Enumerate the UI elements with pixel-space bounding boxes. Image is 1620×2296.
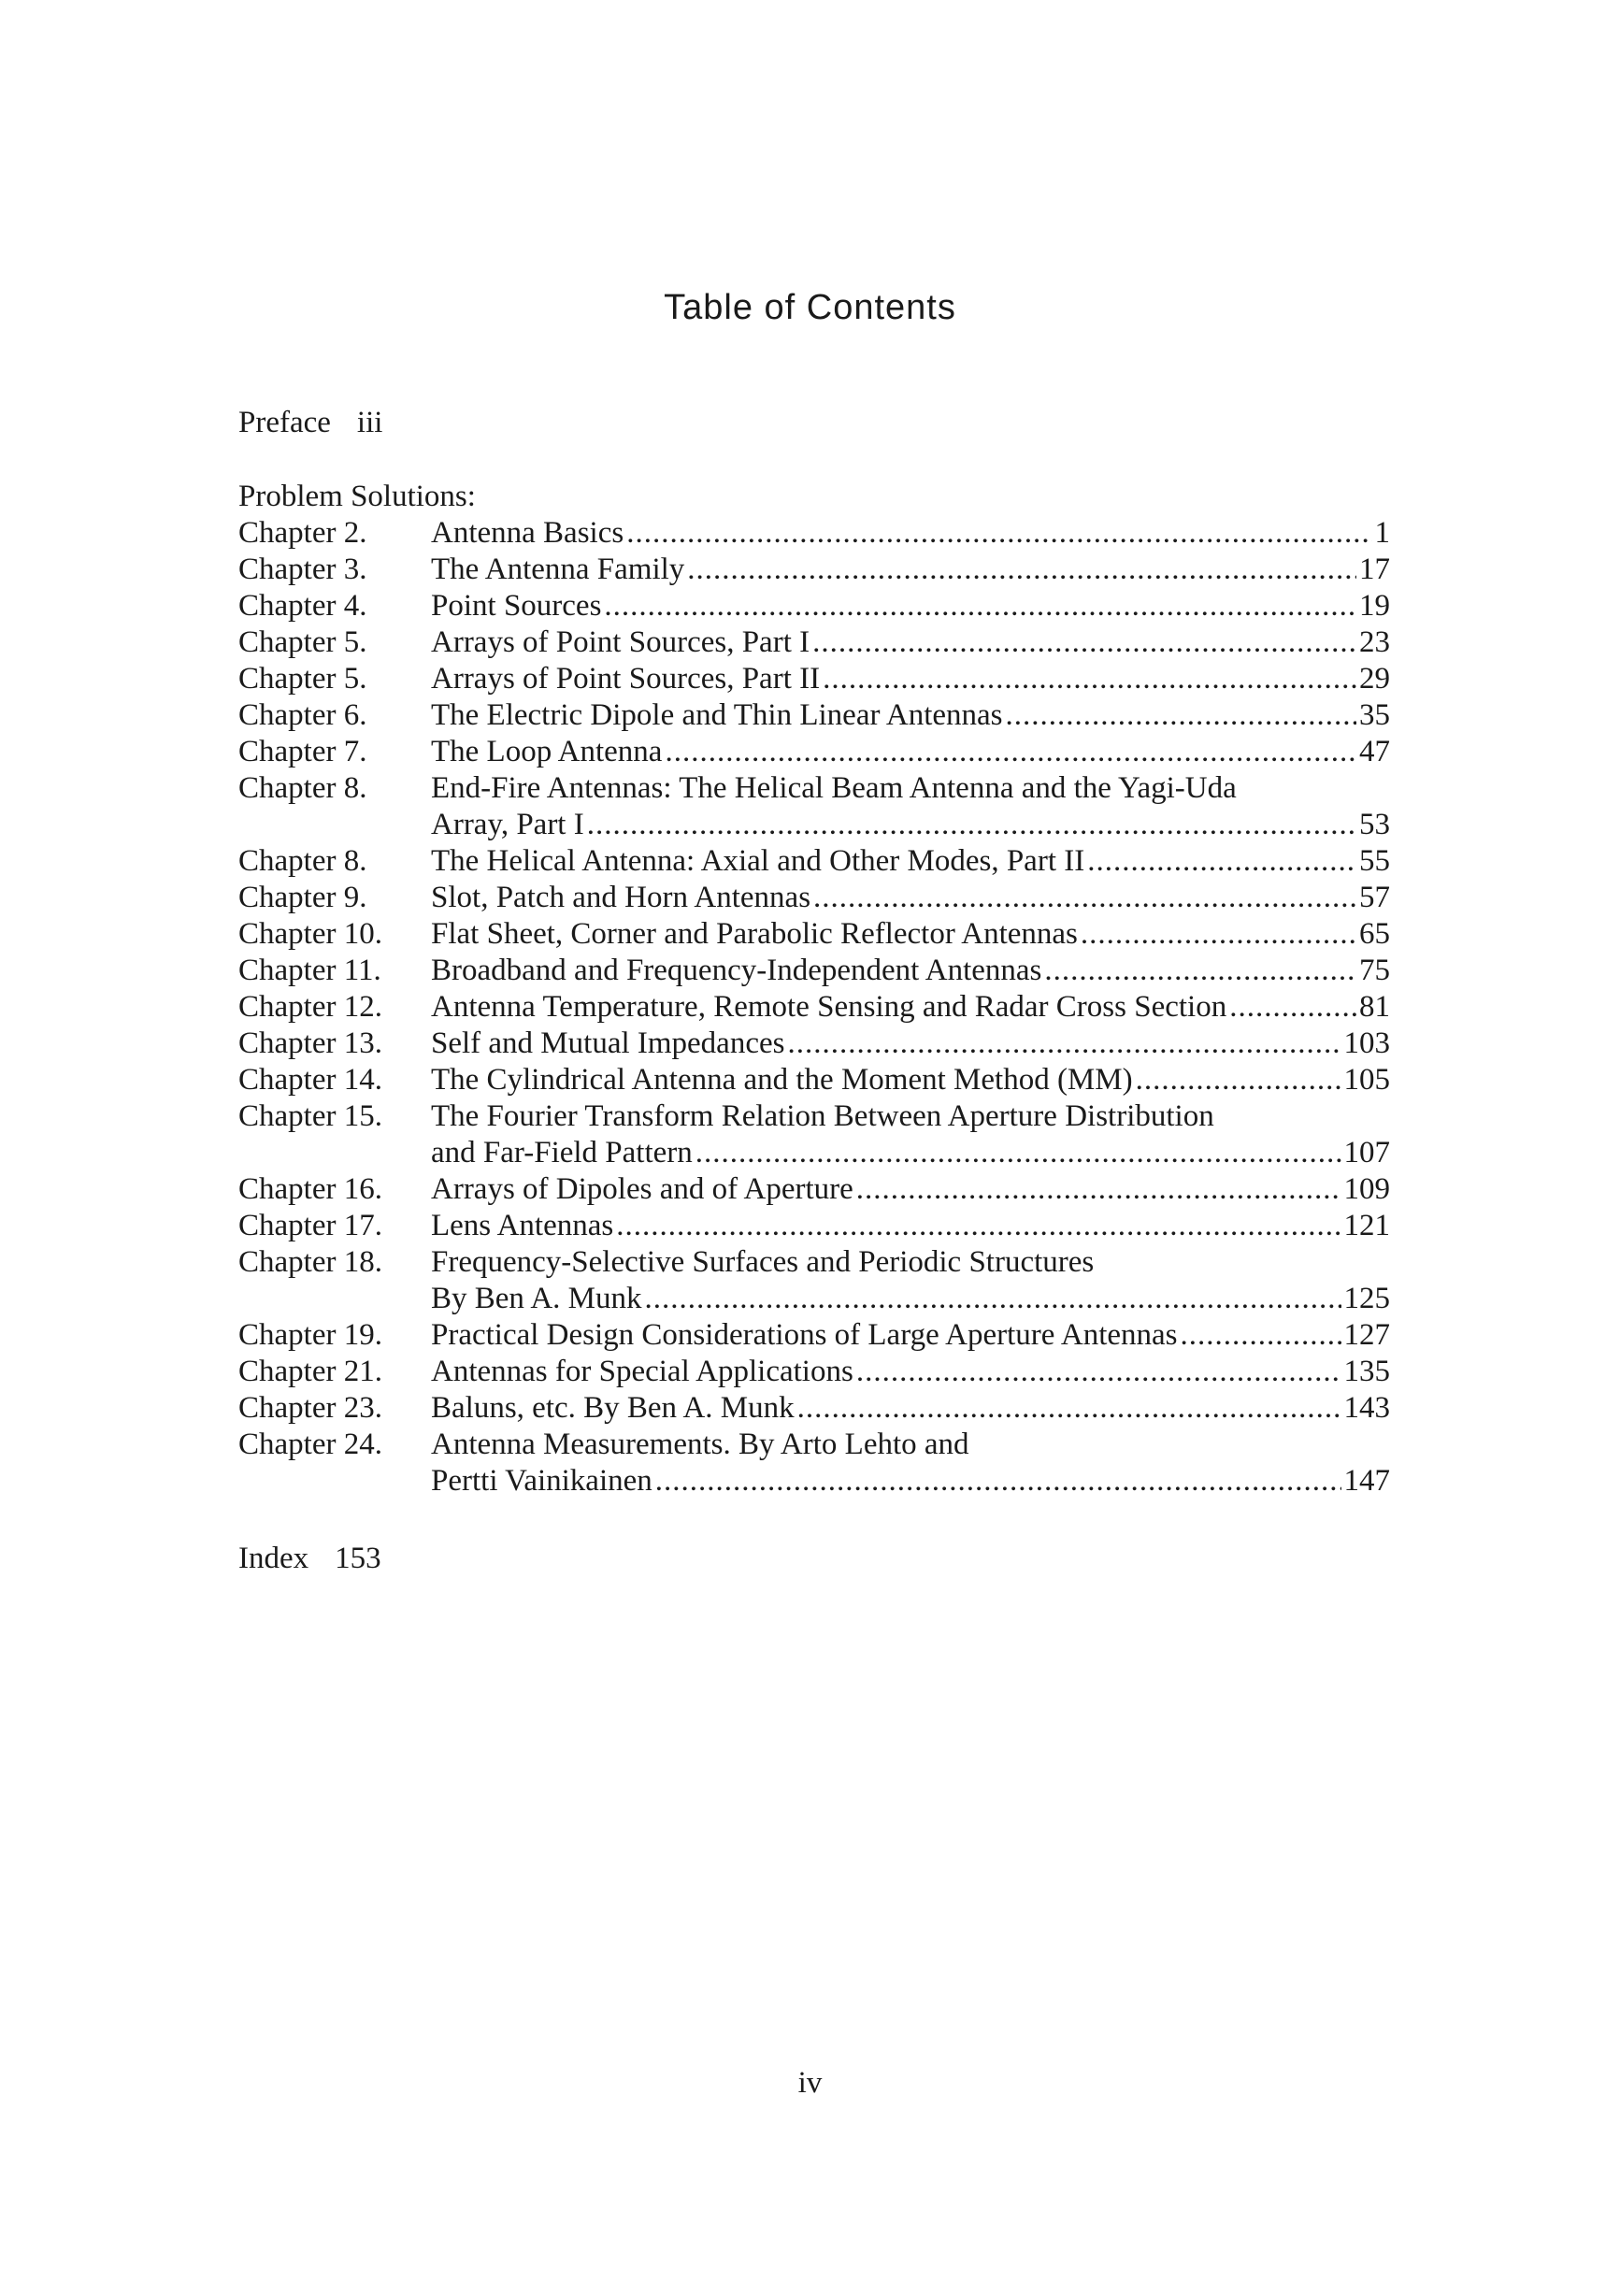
chapter-entry (431, 953, 1390, 989)
chapter-title-line: Antenna Measurements. By Arto Lehto and (431, 1428, 969, 1461)
toc-row (238, 953, 1390, 989)
chapter-number: Chapter 4. (238, 589, 367, 623)
chapter-entry (431, 843, 1390, 880)
chapter-entry (431, 770, 1390, 843)
toc-row (238, 1062, 1390, 1098)
toc-row (238, 1244, 1390, 1317)
chapter-number: Chapter 6. (238, 698, 367, 732)
page-ref: 121 (1343, 1209, 1390, 1242)
chapter-number: Chapter 8. (238, 771, 367, 805)
chapter-title-last-line (431, 1281, 1390, 1317)
toc-row (238, 1390, 1390, 1427)
page-ref: 127 (1343, 1318, 1390, 1352)
dot-leader (812, 624, 1356, 661)
chapter-number: Chapter 9. (238, 881, 367, 914)
dot-leader (856, 1171, 1341, 1208)
chapter-number: Chapter 24. (238, 1428, 382, 1461)
chapter-title-last-line (431, 1390, 1390, 1427)
chapter-title: The Antenna Family (431, 552, 685, 586)
chapter-title-line: Frequency-Selective Surfaces and Periodic Structures (431, 1245, 1095, 1279)
chapter-number: Chapter 5. (238, 662, 367, 696)
page-ref: 35 (1359, 698, 1390, 732)
chapter-title: Pertti Vainikainen (431, 1464, 652, 1498)
page-ref: 147 (1343, 1464, 1390, 1498)
chapter-title-last-line (431, 916, 1390, 953)
dot-leader (797, 1390, 1341, 1427)
chapter-title-last-line (431, 1026, 1390, 1062)
chapter-number: Chapter 21. (238, 1355, 382, 1388)
dot-leader (823, 661, 1356, 697)
page-ref: 143 (1343, 1391, 1390, 1425)
chapter-title: Lens Antennas (431, 1209, 614, 1242)
page-ref: 81 (1359, 990, 1390, 1024)
chapter-title: Arrays of Point Sources, Part I (431, 625, 810, 659)
chapter-number: Chapter 5. (238, 625, 367, 659)
page-ref: 105 (1343, 1063, 1390, 1097)
chapter-number: Chapter 13. (238, 1026, 382, 1060)
chapter-title-last-line (431, 880, 1390, 916)
toc-row (238, 515, 1390, 552)
dot-leader (687, 552, 1356, 588)
toc-row (238, 989, 1390, 1026)
chapter-number: Chapter 8. (238, 844, 367, 878)
page-ref: 65 (1359, 917, 1390, 951)
chapter-title-last-line (431, 515, 1390, 552)
toc-row (238, 1208, 1390, 1244)
toc-row (238, 588, 1390, 624)
chapter-number: Chapter 7. (238, 735, 367, 768)
chapter-entry (431, 552, 1390, 588)
chapter-number: Chapter 12. (238, 990, 382, 1024)
chapter-entry (431, 1390, 1390, 1427)
chapter-entry (431, 661, 1390, 697)
dot-leader (787, 1026, 1340, 1062)
chapter-number: Chapter 16. (238, 1172, 382, 1206)
chapter-number: Chapter 14. (238, 1063, 382, 1097)
toc-list (238, 515, 1390, 1500)
page-ref: 19 (1359, 589, 1390, 623)
chapter-title: The Electric Dipole and Thin Linear Antennas (431, 698, 1003, 732)
chapter-title-line: The Fourier Transform Relation Between Aperture Distribution (431, 1099, 1214, 1133)
chapter-title-last-line (431, 807, 1390, 843)
page-ref: 103 (1343, 1026, 1390, 1060)
chapter-title: Point Sources (431, 589, 602, 623)
chapter-entry (431, 1171, 1390, 1208)
dot-leader (1087, 843, 1356, 880)
chapter-title: Baluns, etc. By Ben A. Munk (431, 1391, 795, 1425)
dot-leader (813, 880, 1356, 916)
chapter-title: The Loop Antenna (431, 735, 663, 768)
chapter-entry (431, 989, 1390, 1026)
dot-leader (645, 1281, 1341, 1317)
page-ref: 53 (1359, 808, 1390, 841)
chapter-number: Chapter 19. (238, 1318, 382, 1352)
chapter-title: Self and Mutual Impedances (431, 1026, 785, 1060)
chapter-entry (431, 1244, 1390, 1317)
toc-row (238, 624, 1390, 661)
chapter-number: Chapter 2. (238, 516, 367, 550)
chapter-title-last-line (431, 1317, 1390, 1354)
chapter-title: Antenna Basics (431, 516, 624, 550)
toc-row (238, 880, 1390, 916)
chapter-title-last-line (431, 1171, 1390, 1208)
dot-leader (604, 588, 1356, 624)
chapter-title: Slot, Patch and Horn Antennas (431, 881, 811, 914)
dot-leader (695, 1135, 1341, 1171)
chapter-entry (431, 697, 1390, 734)
page-ref: 125 (1343, 1282, 1390, 1315)
toc-row (238, 770, 1390, 843)
chapter-title-last-line (431, 989, 1390, 1026)
dot-leader (665, 734, 1356, 770)
page-ref: 17 (1359, 552, 1390, 586)
toc-row (238, 1354, 1390, 1390)
toc-row (238, 1098, 1390, 1171)
chapter-entry (431, 1098, 1390, 1171)
section-heading: Problem Solutions: (238, 480, 476, 513)
chapter-entry (431, 1427, 1390, 1500)
problem-solutions-section (238, 479, 1390, 1500)
toc-row (238, 843, 1390, 880)
page-ref: 57 (1359, 881, 1390, 914)
chapter-title-last-line (431, 1062, 1390, 1098)
chapter-entry (431, 916, 1390, 953)
dot-leader (1229, 989, 1356, 1026)
chapter-number: Chapter 10. (238, 917, 382, 951)
page-title: Table of Contents (664, 288, 956, 327)
chapter-title-last-line (431, 843, 1390, 880)
chapter-entry (431, 515, 1390, 552)
page-number: iv (797, 2066, 823, 2100)
chapter-title-last-line (431, 953, 1390, 989)
dot-leader (655, 1463, 1341, 1500)
page-ref: 23 (1359, 625, 1390, 659)
page-ref: 107 (1343, 1136, 1390, 1170)
chapter-title-line: End-Fire Antennas: The Helical Beam Antenna and the Yagi-Uda (431, 771, 1237, 805)
toc-row (238, 734, 1390, 770)
chapter-title: Array, Part I (431, 808, 584, 841)
chapter-title-last-line (431, 552, 1390, 588)
preface-page: iii (356, 406, 383, 439)
chapter-entry (431, 880, 1390, 916)
dot-leader (587, 807, 1356, 843)
chapter-title: Arrays of Dipoles and of Aperture (431, 1172, 853, 1206)
chapter-title: Antenna Temperature, Remote Sensing and Radar Cross Section (431, 990, 1227, 1024)
chapter-title-last-line (431, 1208, 1390, 1244)
preface-label: Preface (238, 406, 331, 439)
page-ref: 75 (1359, 954, 1390, 987)
toc-row (238, 1026, 1390, 1062)
chapter-title: and Far-Field Pattern (431, 1136, 693, 1170)
dot-leader (1181, 1317, 1341, 1354)
chapter-title-last-line (431, 1463, 1390, 1500)
preface-entry (238, 404, 382, 441)
chapter-number: Chapter 18. (238, 1245, 382, 1279)
chapter-number: Chapter 17. (238, 1209, 382, 1242)
chapter-title: The Cylindrical Antenna and the Moment Method (MM) (431, 1063, 1133, 1097)
dot-leader (616, 1208, 1340, 1244)
chapter-number: Chapter 23. (238, 1391, 382, 1425)
dot-leader (1136, 1062, 1341, 1098)
chapter-title: The Helical Antenna: Axial and Other Modes, Part II (431, 844, 1085, 878)
toc-row (238, 661, 1390, 697)
index-entry (238, 1540, 381, 1577)
chapter-title-last-line (431, 624, 1390, 661)
chapter-title-last-line (431, 1354, 1390, 1390)
chapter-entry (431, 588, 1390, 624)
index-page: 153 (335, 1542, 381, 1575)
toc-row (238, 1427, 1390, 1500)
dot-leader (626, 515, 1371, 552)
page-ref: 55 (1359, 844, 1390, 878)
chapter-entry (431, 624, 1390, 661)
chapter-number: Chapter 3. (238, 552, 367, 586)
dot-leader (1006, 697, 1356, 734)
chapter-entry (431, 1026, 1390, 1062)
chapter-entry (431, 1062, 1390, 1098)
chapter-title-last-line (431, 588, 1390, 624)
page-ref: 135 (1343, 1355, 1390, 1388)
page-ref: 109 (1343, 1172, 1390, 1206)
chapter-title-last-line (431, 661, 1390, 697)
page-ref: 1 (1374, 516, 1390, 550)
chapter-title-last-line (431, 697, 1390, 734)
toc-row (238, 1171, 1390, 1208)
chapter-title: By Ben A. Munk (431, 1282, 642, 1315)
dot-leader (1044, 953, 1356, 989)
chapter-entry (431, 1208, 1390, 1244)
chapter-title: Arrays of Point Sources, Part II (431, 662, 821, 696)
chapter-title: Flat Sheet, Corner and Parabolic Reflector Antennas (431, 917, 1078, 951)
toc-row (238, 1317, 1390, 1354)
page-ref: 47 (1359, 735, 1390, 768)
dot-leader (1081, 916, 1356, 953)
chapter-title-last-line (431, 1135, 1390, 1171)
chapter-title: Practical Design Considerations of Large Aperture Antennas (431, 1318, 1178, 1352)
chapter-title: Broadband and Frequency-Independent Antennas (431, 954, 1042, 987)
chapter-entry (431, 1317, 1390, 1354)
toc-row (238, 697, 1390, 734)
chapter-number: Chapter 11. (238, 954, 381, 987)
page-ref: 29 (1359, 662, 1390, 696)
chapter-number: Chapter 15. (238, 1099, 382, 1133)
index-label: Index (238, 1542, 309, 1575)
toc-row (238, 552, 1390, 588)
chapter-entry (431, 1354, 1390, 1390)
chapter-title-last-line (431, 734, 1390, 770)
toc-row (238, 916, 1390, 953)
chapter-entry (431, 734, 1390, 770)
dot-leader (856, 1354, 1341, 1390)
chapter-title: Antennas for Special Applications (431, 1355, 853, 1388)
